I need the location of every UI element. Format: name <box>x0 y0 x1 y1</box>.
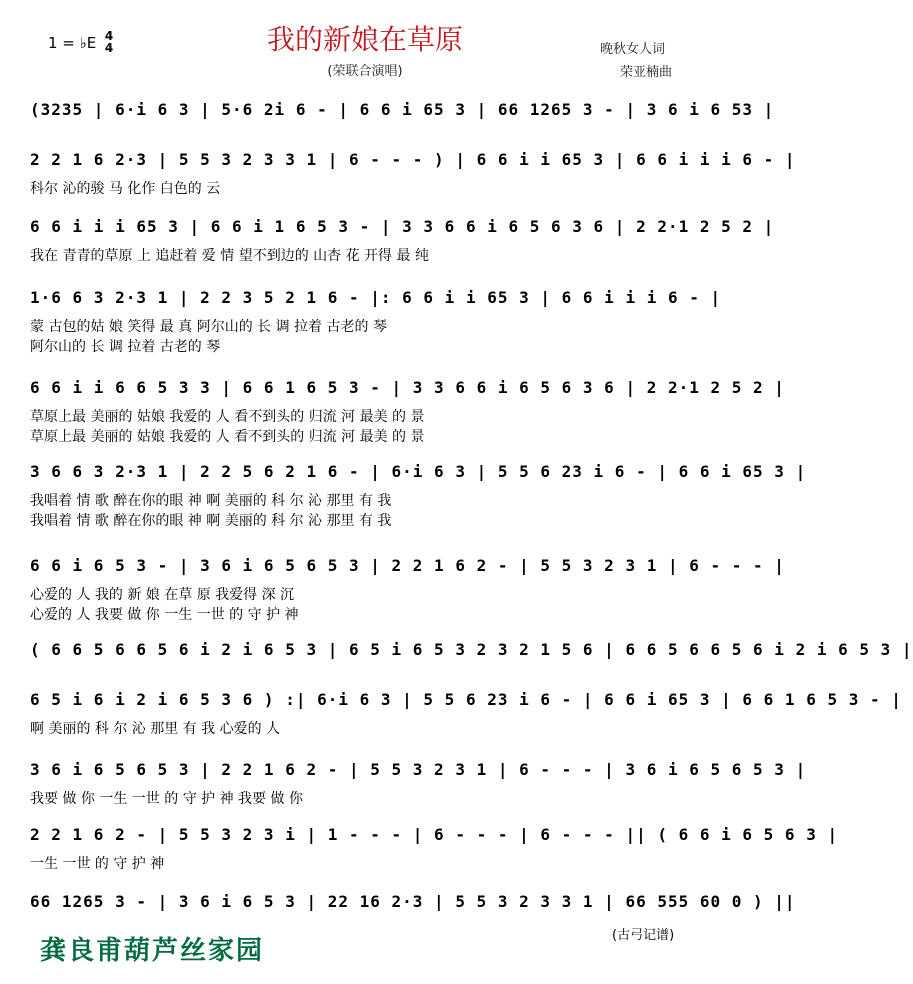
lyric-line: 蒙 古包的姑 娘 笑得 最 真 阿尔山的 长 调 拉着 古老的 琴 <box>30 319 387 335</box>
notation-row: 3 6 6 3 2·3 1 | 2 2 5 6 2 1 6 - | 6·i 6 3 | 5 5 6 23 i 6 - | 6 6 i 65 3 | <box>30 462 807 481</box>
lyric-line: 阿尔山的 长 调 拉着 古老的 琴 <box>30 339 221 355</box>
lyric-line: 我在 青青的草原 上 追赶着 爱 情 望不到边的 山杏 花 开得 最 纯 <box>30 248 429 264</box>
notation-row: 6 6 i 6 5 3 - | 3 6 i 6 5 6 5 3 | 2 2 1 6 2 - | 5 5 3 2 3 1 | 6 - - - | <box>30 556 785 575</box>
notation-row: 1·6 6 3 2·3 1 | 2 2 3 5 2 1 6 - |: 6 6 i i 65 3 | 6 6 i i i 6 - | <box>30 288 722 307</box>
lyric-line: 心爱的 人 我要 做 你 一生 一世 的 守 护 神 <box>30 607 299 623</box>
composer-credit: 荣亚楠曲 <box>620 65 673 80</box>
meter-bottom: 4 <box>104 41 114 55</box>
notation-row: 6 6 i i 6 6 5 3 3 | 6 6 1 6 5 3 - | 3 3 6 6 i 6 5 6 3 6 | 2 2·1 2 5 2 | <box>30 378 785 397</box>
lyric-line: 我唱着 情 歌 醉在你的眼 神 啊 美丽的 科 尔 沁 那里 有 我 <box>30 493 392 509</box>
lyric-line: 草原上最 美丽的 姑娘 我爱的 人 看不到头的 归流 河 最美 的 景 <box>30 429 425 445</box>
notation-row: ( 6 6 5 6 6 5 6 i 2 i 6 5 3 | 6 5 i 6 5 3 2 3 2 1 5 6 | 6 6 5 6 6 5 6 i 2 i 6 5 3 | <box>30 640 913 659</box>
notation-row: 2 2 1 6 2·3 | 5 5 3 2 3 3 1 | 6 - - - ) | 6 6 i i 65 3 | 6 6 i i i 6 - | <box>30 150 796 169</box>
notation-row: 6 6 i i i 65 3 | 6 6 i 1 6 5 3 - | 3 3 6 6 i 6 5 6 3 6 | 2 2·1 2 5 2 | <box>30 217 775 236</box>
lyric-line: 啊 美丽的 科 尔 沁 那里 有 我 心爱的 人 <box>30 721 281 737</box>
lyric-line: 我唱着 情 歌 醉在你的眼 神 啊 美丽的 科 尔 沁 那里 有 我 <box>30 513 392 529</box>
lyric-line: 心爱的 人 我的 新 娘 在草 原 我爱得 深 沉 <box>30 587 295 603</box>
site-watermark: 龚良甫葫芦丝家园 <box>40 936 265 966</box>
lyricist-credit: 晚秋女人词 <box>600 42 666 57</box>
lyric-line: 科尔 沁的骏 马 化作 白色的 云 <box>30 181 221 197</box>
key-signature: 1 = ♭E <box>48 34 97 52</box>
notation-row: 6 5 i 6 i 2 i 6 5 3 6 ) :| 6·i 6 3 | 5 5 6 23 i 6 - | 6 6 i 65 3 | 6 6 1 6 5 3 - | <box>30 690 902 709</box>
meter-top: 4 <box>104 29 114 43</box>
lyric-line: 我要 做 你 一生 一世 的 守 护 神 我要 做 你 <box>30 791 303 807</box>
notation-row: (3235 | 6·i 6 3 | 5·6 2i 6 - | 6 6 i 65 3 | 66 1265 3 - | 3 6 i 6 53 | <box>30 100 775 119</box>
notation-row: 3 6 i 6 5 6 5 3 | 2 2 1 6 2 - | 5 5 3 2 3 1 | 6 - - - | 3 6 i 6 5 6 5 3 | <box>30 760 807 779</box>
performer-credit: (荣联合演唱) <box>327 64 403 79</box>
lyric-line: 一生 一世 的 守 护 神 <box>30 856 165 872</box>
notation-row: 66 1265 3 - | 3 6 i 6 5 3 | 22 16 2·3 | 5 5 3 2 3 3 1 | 66 555 60 0 ) || <box>30 892 796 911</box>
transcriber-credit: (古弓记谱) <box>612 928 675 943</box>
song-title: 我的新娘在草原 <box>266 23 463 56</box>
notation-row: 2 2 1 6 2 - | 5 5 3 2 3 i | 1 - - - | 6 - - - | 6 - - - || ( 6 6 i 6 5 6 3 | <box>30 825 839 844</box>
lyric-line: 草原上最 美丽的 姑娘 我爱的 人 看不到头的 归流 河 最美 的 景 <box>30 409 425 425</box>
